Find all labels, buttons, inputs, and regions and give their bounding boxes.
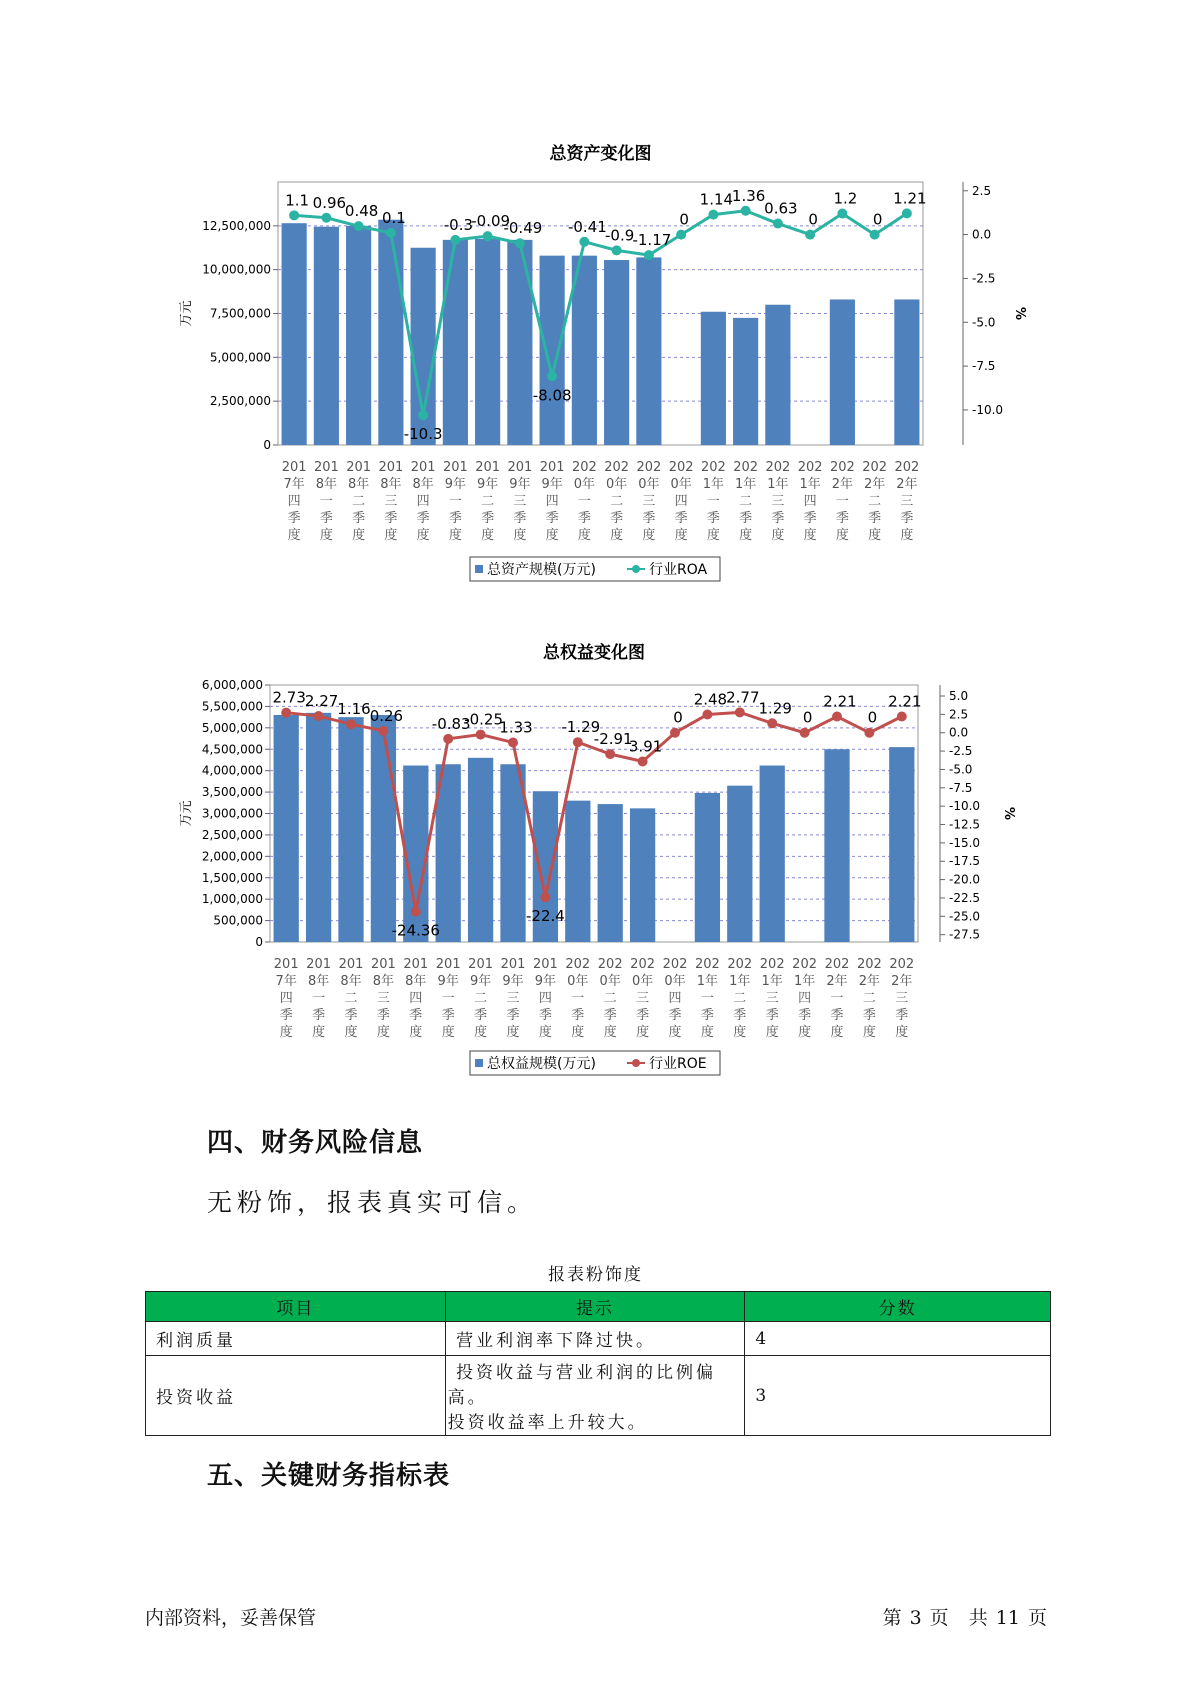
line-point — [605, 749, 615, 759]
x-tick-label: 201 8年一季度 — [313, 460, 339, 543]
legend-line-marker — [632, 565, 640, 573]
row-tip — [445, 1322, 745, 1356]
line-point — [476, 730, 486, 740]
x-tick-label: 202 2年三季度 — [889, 957, 915, 1040]
total-assets-chart — [0, 135, 1191, 605]
x-tick-label: 201 9年四季度 — [532, 957, 558, 1040]
y-tick-label-left: 12,500,000 — [202, 218, 271, 233]
line-point — [289, 210, 299, 220]
data-label: 2.77 — [726, 688, 760, 707]
bar — [371, 715, 396, 942]
bar — [727, 786, 752, 942]
data-label: 1.16 — [337, 700, 371, 719]
bar — [701, 312, 726, 445]
data-label: 1.29 — [758, 699, 792, 718]
table-caption: 报表粉饰度 — [548, 1265, 643, 1285]
y-tick-label-left: 5,500,000 — [201, 699, 263, 714]
line-point — [638, 756, 648, 766]
tip-line: 营业利润率下降过快。 — [456, 1331, 657, 1351]
row-score: 4 — [745, 1322, 1051, 1356]
line-point — [870, 230, 880, 240]
line-point — [346, 719, 356, 729]
line-point — [612, 245, 622, 255]
x-tick-label: 202 0年二季度 — [604, 460, 630, 543]
y-tick-label-left: 5,000,000 — [201, 720, 263, 735]
line-point — [670, 728, 680, 738]
x-tick-label: 202 1年三季度 — [765, 460, 791, 543]
legend-bar-swatch — [475, 565, 483, 573]
y-tick-label-right: -2.5 — [949, 744, 973, 759]
bar — [760, 766, 785, 942]
bar — [468, 758, 493, 942]
table-row — [146, 1356, 1051, 1436]
total-suffix: 页 — [1027, 1607, 1047, 1629]
row-tip — [445, 1356, 745, 1436]
y-tick-label-left: 2,500,000 — [201, 827, 263, 842]
x-tick-label: 202 1年四季度 — [797, 460, 823, 543]
legend-bar-swatch — [475, 1059, 483, 1067]
data-label: -10.3 — [403, 425, 443, 444]
y-tick-label-left: 4,500,000 — [201, 742, 263, 757]
data-label: 1.1 — [285, 191, 310, 210]
line-point — [579, 237, 589, 247]
x-tick-label: 202 2年二季度 — [862, 460, 888, 543]
line-point — [805, 230, 815, 240]
page-mid: 页 — [929, 1607, 949, 1629]
y-tick-label-left: 3,500,000 — [201, 785, 263, 800]
y-tick-label-right: -17.5 — [949, 854, 981, 869]
data-label: 2.21 — [888, 692, 922, 711]
data-label: -1.17 — [632, 231, 672, 250]
bar — [830, 299, 855, 445]
y-tick-label-right: 2.5 — [949, 707, 969, 722]
y-tick-label-right: 5.0 — [949, 689, 969, 704]
line-point — [741, 206, 751, 216]
y-tick-label-left: 1,500,000 — [201, 870, 263, 885]
bar — [507, 240, 532, 445]
y-tick-label-left: 4,000,000 — [201, 763, 263, 778]
risk-summary-text: 无粉饰，报表真实可信。 — [207, 1188, 538, 1217]
y-tick-label-right: -10.0 — [949, 799, 981, 814]
line-point — [540, 892, 550, 902]
bar — [314, 227, 339, 445]
x-tick-label: 201 8年二季度 — [346, 460, 372, 543]
section5-heading: 五、关键财务指标表 — [207, 1461, 451, 1491]
y-tick-label-right: -7.5 — [972, 359, 996, 374]
x-tick-label: 202 1年四季度 — [792, 957, 818, 1040]
x-tick-label: 202 1年一季度 — [700, 460, 726, 543]
y-tick-label-left: 2,500,000 — [209, 394, 271, 409]
line-point — [897, 712, 907, 722]
line-point — [573, 737, 583, 747]
y-axis-title-left: 万元 — [179, 300, 194, 327]
data-label: -22.4 — [525, 907, 565, 926]
table-row — [146, 1322, 1051, 1356]
window-dressing-table — [145, 1291, 1051, 1436]
legend-line-label: 行业ROA — [649, 562, 708, 578]
line-point — [735, 707, 745, 717]
total-prefix: 共 — [968, 1607, 988, 1629]
x-tick-label: 202 0年四季度 — [668, 460, 694, 543]
line-point — [864, 728, 874, 738]
x-tick-label: 202 0年四季度 — [662, 957, 688, 1040]
y-tick-label-left: 6,000,000 — [201, 678, 263, 692]
x-tick-label: 201 9年三季度 — [507, 460, 533, 543]
page-prefix: 第 — [882, 1607, 902, 1629]
row-item: 投资收益 — [146, 1356, 446, 1436]
x-tick-label: 202 0年二季度 — [597, 957, 623, 1040]
line-point — [800, 728, 810, 738]
bar — [475, 239, 500, 445]
data-label: -0.09 — [471, 212, 511, 231]
x-tick-label: 202 1年三季度 — [759, 957, 785, 1040]
line-point — [378, 726, 388, 736]
row-score: 3 — [745, 1356, 1051, 1436]
y-tick-label-right: -20.0 — [949, 872, 981, 887]
data-label: 0.26 — [369, 706, 404, 725]
data-label: 0 — [867, 708, 878, 727]
total-num: 11 — [995, 1607, 1020, 1629]
x-tick-label: 202 1年二季度 — [733, 460, 759, 543]
x-tick-label: 201 8年四季度 — [410, 460, 436, 543]
data-label: 0.63 — [764, 199, 798, 218]
data-label: 3.91 — [628, 737, 663, 756]
x-tick-label: 202 0年三季度 — [630, 957, 656, 1040]
y-tick-label-right: -27.5 — [949, 927, 981, 942]
line-point — [832, 712, 842, 722]
y-tick-label-left: 1,000,000 — [201, 892, 263, 907]
bar — [306, 713, 331, 942]
data-label: 0.48 — [344, 202, 379, 221]
tip-line: 投资收益与营业利润的比例偏高。 — [447, 1363, 717, 1408]
bar — [889, 747, 914, 942]
legend-bar-label: 总权益规模(万元) — [487, 1056, 596, 1072]
line-point — [773, 219, 783, 229]
bar — [894, 299, 919, 445]
bar — [630, 808, 655, 942]
x-tick-label: 201 9年一季度 — [435, 957, 461, 1040]
x-tick-label: 202 1年二季度 — [727, 957, 753, 1040]
bar — [346, 226, 371, 445]
data-label: 0.1 — [381, 208, 406, 227]
data-label: 0 — [679, 210, 689, 229]
line-point — [450, 235, 460, 245]
y-tick-label-right: -5.0 — [972, 315, 996, 330]
line-point — [386, 228, 396, 238]
x-tick-label: 201 9年一季度 — [442, 460, 468, 543]
y-tick-label-right: -10.0 — [972, 402, 1004, 417]
bar — [274, 715, 299, 942]
footer-confidential: 内部资料，妥善保管 — [145, 1607, 317, 1629]
header-score: 分数 — [745, 1292, 1051, 1322]
x-tick-label: 201 9年三季度 — [500, 957, 526, 1040]
y-tick-label-left: 3,000,000 — [201, 806, 263, 821]
tip-line: 投资收益率上升较大。 — [447, 1413, 648, 1433]
line-point — [354, 221, 364, 231]
bar — [824, 749, 849, 942]
x-tick-label: 201 9年四季度 — [539, 460, 565, 543]
line-point — [411, 907, 421, 917]
bar — [604, 260, 629, 445]
bar — [636, 257, 661, 445]
page-num: 3 — [909, 1607, 922, 1629]
data-label: -1.29 — [561, 718, 601, 737]
y-tick-label-right: -25.0 — [949, 909, 981, 924]
y-tick-label-right: -7.5 — [949, 780, 973, 795]
x-tick-label: 202 0年一季度 — [571, 460, 597, 543]
legend-line-label: 行业ROE — [649, 1056, 707, 1072]
y-tick-label-right: -12.5 — [949, 817, 981, 832]
x-tick-label: 201 8年四季度 — [403, 957, 429, 1040]
data-label: -0.3 — [443, 215, 474, 234]
x-tick-label: 201 8年一季度 — [306, 957, 332, 1040]
line-point — [314, 711, 324, 721]
x-tick-label: 201 8年三季度 — [378, 460, 404, 543]
y-tick-label-left: 7,500,000 — [209, 306, 271, 321]
y-tick-label-right: 2.5 — [972, 183, 992, 198]
section4-heading: 四、财务风险信息 — [207, 1128, 424, 1158]
y-tick-label-left: 0 — [255, 935, 263, 949]
line-point — [767, 718, 777, 728]
y-tick-label-left: 0 — [263, 438, 271, 452]
y-tick-label-right: -2.5 — [972, 271, 996, 286]
y-axis-title-right: % — [1001, 806, 1016, 821]
x-tick-label: 202 2年三季度 — [894, 460, 920, 543]
data-label: 1.14 — [699, 190, 734, 209]
line-point — [708, 210, 718, 220]
data-label: 0.96 — [312, 193, 347, 212]
table-header-row — [146, 1292, 1051, 1322]
y-axis-title-right: % — [1012, 306, 1027, 321]
data-label: 2.48 — [693, 690, 728, 709]
bar — [378, 220, 403, 445]
x-tick-label: 202 0年三季度 — [636, 460, 662, 543]
data-label: 1.2 — [833, 189, 858, 208]
data-label: 0 — [802, 708, 813, 727]
line-point — [508, 737, 518, 747]
data-label: -0.41 — [567, 217, 607, 236]
data-label: -0.83 — [431, 714, 471, 733]
y-axis-title-left: 万元 — [179, 800, 194, 827]
line-point — [418, 410, 428, 420]
data-label: -0.25 — [464, 710, 504, 729]
y-tick-label-right: -5.0 — [949, 762, 973, 777]
data-label: 0 — [808, 210, 818, 229]
x-tick-label: 201 8年三季度 — [370, 957, 396, 1040]
x-tick-label: 201 9年二季度 — [468, 957, 494, 1040]
chart-title: 总资产变化图 — [549, 144, 652, 164]
data-label: 2.21 — [823, 692, 857, 711]
x-tick-label: 202 1年一季度 — [694, 957, 720, 1040]
data-label: 2.73 — [272, 688, 306, 707]
line-point — [676, 230, 686, 240]
line-point — [483, 231, 493, 241]
bar — [565, 801, 590, 942]
data-label: -8.08 — [532, 386, 572, 405]
line-point — [644, 250, 654, 260]
bar — [338, 717, 363, 942]
row-item: 利润质量 — [146, 1322, 446, 1356]
bar — [598, 804, 623, 942]
x-tick-label: 202 0年一季度 — [565, 957, 591, 1040]
y-tick-label-right: -22.5 — [949, 890, 981, 905]
line-point — [547, 371, 557, 381]
bar — [695, 793, 720, 942]
x-tick-label: 202 2年一季度 — [829, 460, 855, 543]
x-tick-label: 201 9年二季度 — [475, 460, 501, 543]
bar — [282, 223, 307, 445]
y-tick-label-left: 5,000,000 — [209, 350, 271, 365]
chart-title: 总权益变化图 — [543, 643, 645, 663]
y-tick-label-right: 0.0 — [949, 725, 969, 740]
y-tick-label-right: 0.0 — [972, 227, 992, 242]
legend-line-marker — [632, 1059, 640, 1067]
x-tick-label: 201 7年四季度 — [273, 957, 299, 1040]
data-label: -2.91 — [593, 730, 633, 749]
data-label: 0 — [872, 210, 883, 229]
bar — [443, 240, 468, 445]
data-label: 1.36 — [731, 186, 766, 205]
line-point — [702, 710, 712, 720]
y-tick-label-left: 500,000 — [213, 913, 263, 928]
line-point — [902, 208, 912, 218]
data-label: -0.49 — [503, 219, 543, 238]
bar — [540, 256, 565, 445]
data-label: 1.33 — [499, 718, 533, 737]
total-equity-chart — [0, 635, 1191, 1095]
line-point — [837, 209, 847, 219]
header-tip: 提示 — [445, 1292, 745, 1322]
legend-bar-label: 总资产规模(万元) — [487, 562, 596, 578]
data-label: 0 — [673, 708, 683, 727]
header-item: 项目 — [146, 1292, 446, 1322]
line-point — [515, 238, 525, 248]
x-tick-label: 201 8年二季度 — [338, 957, 364, 1040]
y-tick-label-left: 2,000,000 — [201, 849, 263, 864]
x-tick-label: 201 7年四季度 — [281, 460, 307, 543]
data-label: 1.21 — [893, 189, 927, 208]
y-tick-label-left: 10,000,000 — [202, 262, 271, 277]
data-label: -24.36 — [391, 921, 440, 940]
line-point — [443, 734, 453, 744]
line-point — [281, 708, 291, 718]
data-label: -0.9 — [604, 226, 635, 245]
footer-page-number — [879, 1603, 1051, 1630]
data-label: 2.27 — [304, 692, 339, 711]
bar — [765, 305, 790, 445]
bar — [733, 318, 758, 445]
line-point — [321, 213, 331, 223]
y-tick-label-right: -15.0 — [949, 835, 981, 850]
x-tick-label: 202 2年二季度 — [856, 957, 882, 1040]
x-tick-label: 202 2年一季度 — [824, 957, 850, 1040]
